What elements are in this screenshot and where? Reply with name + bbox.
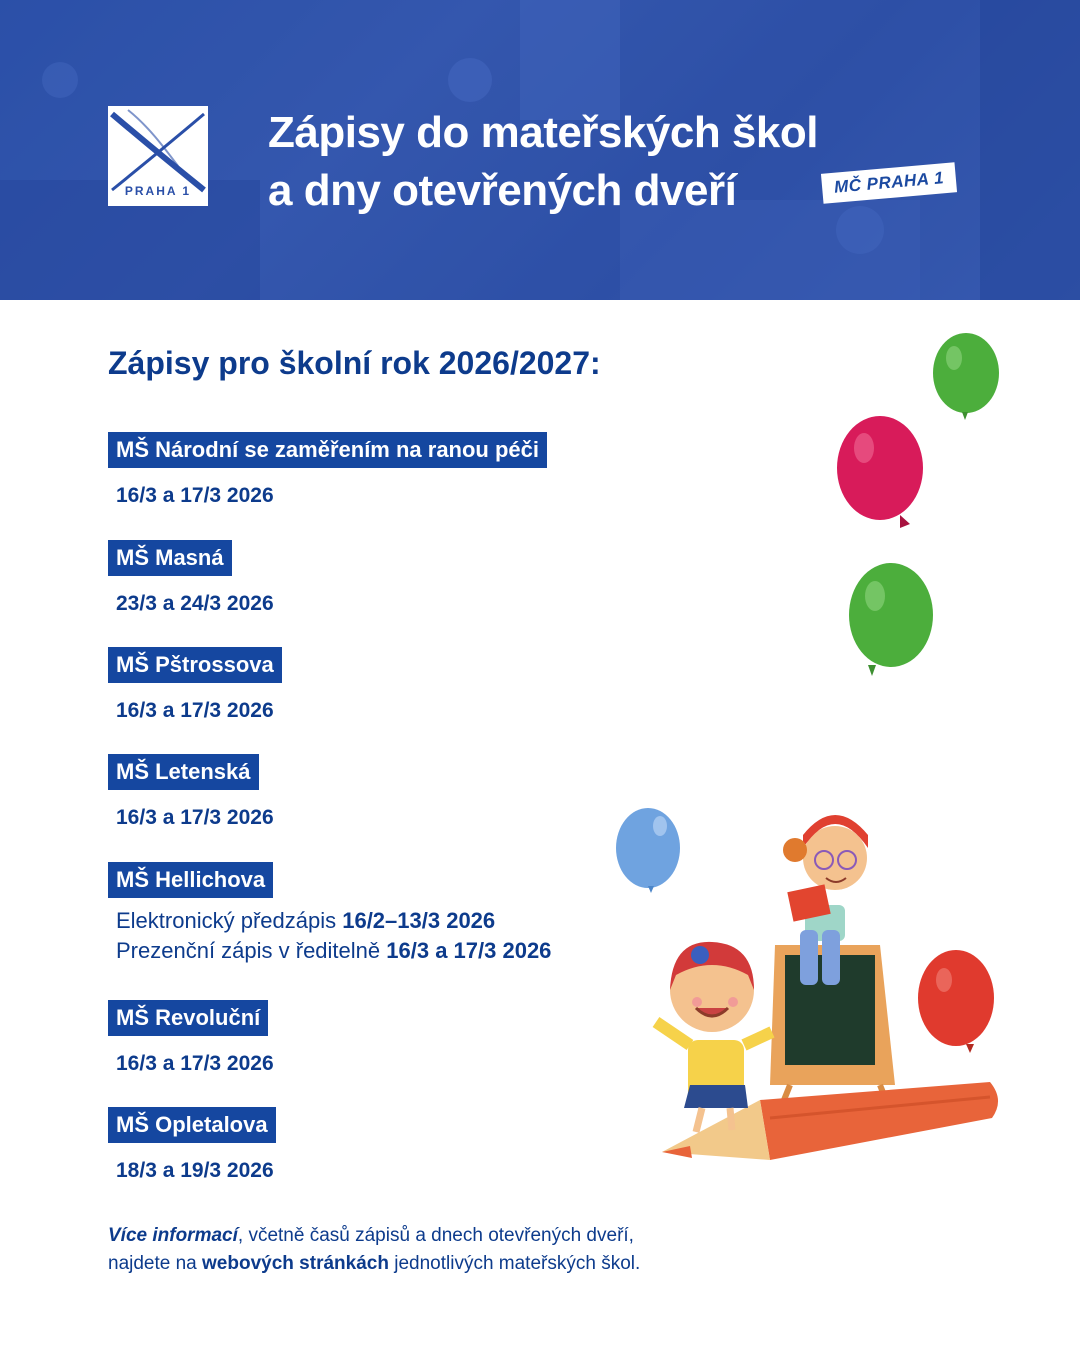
section-subtitle: Zápisy pro školní rok 2026/2027: <box>108 345 601 381</box>
school-date: 16/3 a 17/3 2026 <box>116 484 274 507</box>
schedule-date: 16/2–13/3 2026 <box>342 908 496 933</box>
school-name: MŠ Hellichova <box>108 862 273 898</box>
chalkboard-icon <box>770 945 895 1110</box>
title-line-2: a dny otevřených dveří <box>268 166 737 215</box>
page-title <box>268 104 818 220</box>
pencil-icon <box>662 1082 998 1160</box>
school-entry <box>108 862 552 963</box>
title-line-1: Zápisy do mateřských škol <box>268 108 818 157</box>
school-entry <box>108 1000 274 1075</box>
mc-praha1-badge: MČ PRAHA 1 <box>821 162 957 204</box>
logo-text: PRAHA 1 <box>124 184 192 198</box>
balloon-pink-icon <box>837 416 923 528</box>
school-entry <box>108 540 274 615</box>
school-name: MŠ Národní se zaměřením na ranou péči <box>108 432 547 468</box>
praha1-logo <box>108 106 208 206</box>
balloon-green-icon <box>933 333 999 420</box>
school-entry <box>108 754 274 829</box>
more-info-emphasis: Více informací <box>108 1225 238 1246</box>
footer-text: jednotlivých mateřských škol. <box>388 1253 641 1274</box>
school-name: MŠ Opletalova <box>108 1107 276 1143</box>
schedule-line-2 <box>116 936 551 966</box>
footer-note <box>108 1222 640 1278</box>
school-date: 16/3 a 17/3 2026 <box>116 806 274 829</box>
balloon-green-icon <box>849 563 933 676</box>
school-entry <box>108 1107 276 1182</box>
school-entry <box>108 647 282 722</box>
footer-text: , včetně časů zápisů a dnech otevřených dveří, <box>237 1225 634 1246</box>
footer-line-1 <box>108 1222 640 1250</box>
school-date: 23/3 a 24/3 2026 <box>116 592 274 615</box>
footer-text: najdete na <box>108 1253 203 1274</box>
school-name: MŠ Letenská <box>108 754 259 790</box>
header-banner <box>0 0 1080 300</box>
school-date: 18/3 a 19/3 2026 <box>116 1159 274 1182</box>
school-date: 16/3 a 17/3 2026 <box>116 699 274 722</box>
websites-emphasis: webových stránkách <box>202 1253 389 1274</box>
schedule-date: 16/3 a 17/3 2026 <box>386 938 552 963</box>
school-name: MŠ Pštrossova <box>108 647 282 683</box>
school-name: MŠ Revoluční <box>108 1000 268 1036</box>
schedule-line-1 <box>116 906 551 936</box>
balloon-blue-icon <box>616 808 680 893</box>
girl-waving-icon <box>656 942 772 1132</box>
balloon-red-icon <box>918 950 994 1053</box>
school-schedule <box>116 906 551 966</box>
schedule-label: Elektronický předzápis <box>116 908 343 933</box>
school-entry <box>108 432 547 507</box>
boy-reading-icon <box>783 815 868 985</box>
school-name: MŠ Masná <box>108 540 232 576</box>
footer-line-2 <box>108 1250 640 1278</box>
schedule-label: Prezenční zápis v ředitelně <box>116 938 387 963</box>
school-date: 16/3 a 17/3 2026 <box>116 1052 274 1075</box>
